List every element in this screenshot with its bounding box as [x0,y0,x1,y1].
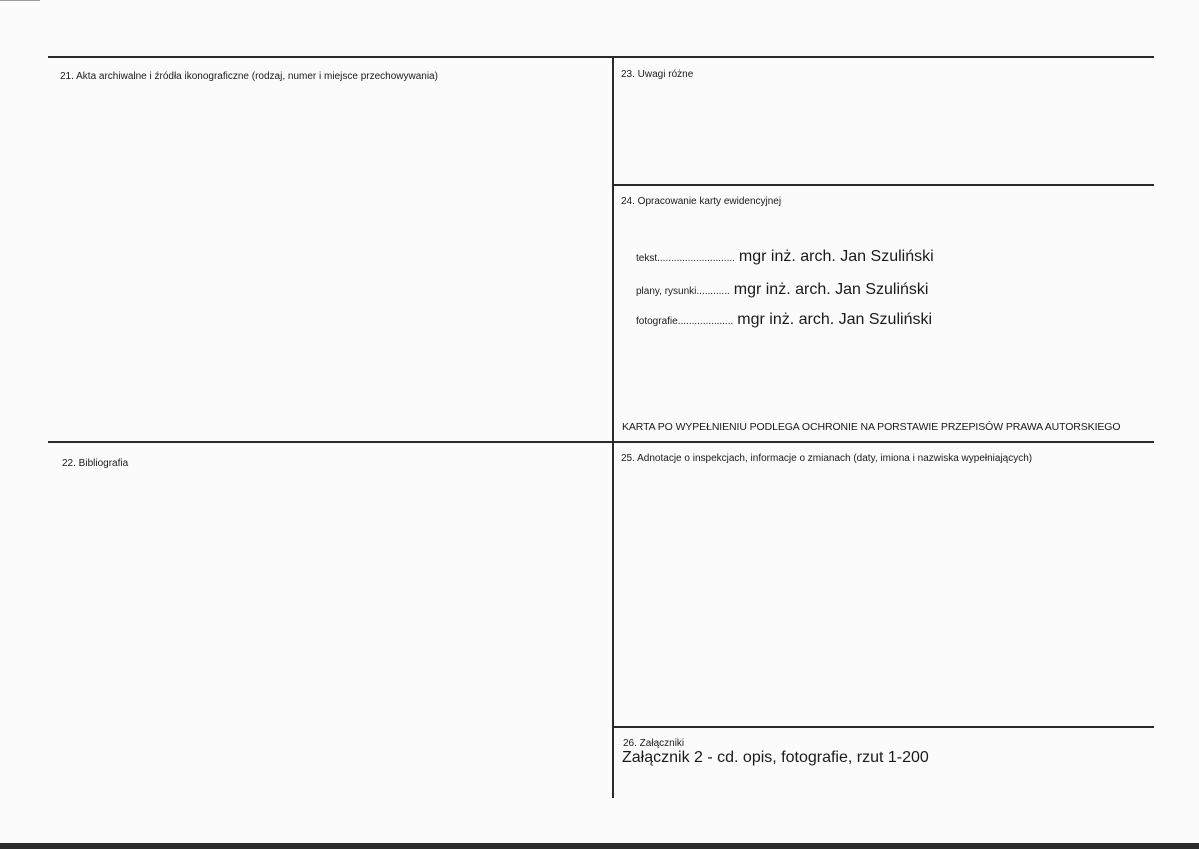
s25-s26-divider [612,726,1154,728]
section-26-value: Załącznik 2 - cd. opis, fotografie, rzut 1-200 [622,749,929,766]
entry-tekst [636,248,934,266]
entry-value: mgr inż. arch. Jan Szuliński [738,248,934,265]
entry-label: fotografie [636,316,678,327]
section-25-label: 25. Adnotacje o inspekcjach, informacje o zmianach (daty, imiona i nazwiska wypełniających) [621,453,1033,464]
middle-divider-line [48,441,1154,443]
section-23-label: 23. Uwagi różne [621,69,694,80]
section-22-label: 22. Bibliografia [62,458,129,469]
entry-fotografie [636,311,932,329]
scan-edge-top [0,0,40,1]
entry-label: plany, rysunki [636,286,697,297]
top-border-line [48,56,1154,58]
entry-plany-rysunki [636,281,928,299]
entry-value: mgr inż. arch. Jan Szuliński [737,311,933,328]
entry-dots: ............ [696,286,730,297]
s23-s24-divider [612,184,1154,186]
center-divider-line [612,56,614,798]
section-26-label: 26. Załączniki [623,738,685,749]
section-24-label: 24. Opracowanie karty ewidencyjnej [621,196,782,207]
entry-label: tekst [636,253,658,264]
copyright-notice: KARTA PO WYPEŁNIENIU PODLEGA OCHRONIE NA PORSTAWIE PRZEPISÓW PRAWA AUTORSKIEGO [622,421,1121,433]
section-21-label: 21. Akta archiwalne i źródła ikonograficzne (rodzaj, numer i miejsce przechowywania) [60,71,438,82]
entry-value: mgr inż. arch. Jan Szuliński [733,281,929,298]
entry-dots: ............................ [657,253,735,264]
entry-dots: .................... [677,316,734,327]
scan-edge-bottom [0,843,1199,849]
